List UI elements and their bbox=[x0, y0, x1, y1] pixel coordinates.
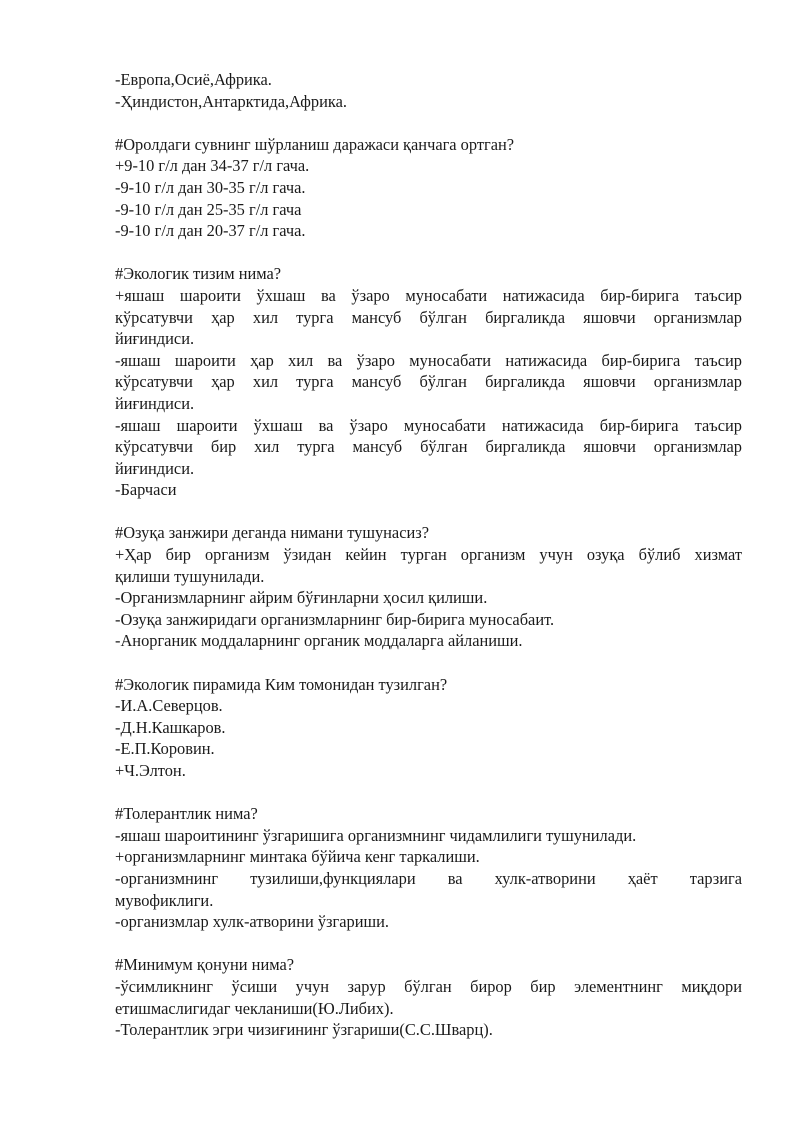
answer-line: -Европа,Осиё,Африка. bbox=[115, 70, 272, 89]
answer-line: -И.А.Северцов. bbox=[115, 696, 223, 716]
answer-option bbox=[115, 415, 742, 480]
answer-option bbox=[115, 825, 742, 847]
answer-option bbox=[115, 544, 742, 587]
question-block bbox=[115, 954, 742, 1040]
answer-line: -Д.Н.Кашкаров. bbox=[115, 717, 226, 737]
answer-line: -яшаш шароити ўхшаш ва ўзаро муносабати натижасида бир-бирига таъсир bbox=[115, 415, 742, 435]
answer-option bbox=[115, 760, 742, 782]
answer-line: -Барчаси bbox=[115, 480, 177, 500]
answer-line: -Озуқа занжиридаги организмларнинг бир-бирига муносабаит. bbox=[115, 609, 555, 629]
answer-line: кўрсатувчи ҳар хил турга мансуб бўлган биргаликда яшовчи организмлар bbox=[115, 372, 742, 392]
answer-line: кўрсатувчи ҳар хил турга мансуб бўлган биргаликда яшовчи организмлар bbox=[115, 307, 742, 327]
answer-option bbox=[115, 630, 742, 652]
answer-line: -организмлар хулк-атворини ўзгариши. bbox=[115, 912, 389, 932]
answer-line: -9-10 г/л дан 30-35 г/л гача. bbox=[115, 177, 306, 197]
question-text: #Озуқа занжири деганда нимани тушунасиз? bbox=[115, 523, 429, 543]
answer-line: +организмларнинг минтака бўйича кенг таркалиши. bbox=[115, 847, 480, 867]
question-block bbox=[115, 263, 742, 501]
answer-option bbox=[115, 199, 742, 221]
answer-option bbox=[115, 587, 742, 609]
question-block bbox=[115, 69, 742, 112]
answer-line: -яшаш шароити ҳар хил ва ўзаро муносабати натижасида бир-бирига таъсир bbox=[115, 350, 742, 370]
answer-line: -Анорганик моддаларнинг органик моддаларга айланиши. bbox=[115, 631, 523, 651]
answer-option bbox=[115, 1019, 742, 1041]
answer-line: йиғиндиси. bbox=[115, 458, 195, 478]
question-text: #Оролдаги сувнинг шўрланиш даражаси қанчага ортган? bbox=[115, 134, 515, 154]
answer-option bbox=[115, 976, 742, 1019]
answer-option bbox=[115, 220, 742, 242]
answer-line: -Толерантлик эгри чизиғининг ўзгариши(С.С.Шварц). bbox=[115, 1020, 493, 1040]
answer-option bbox=[115, 717, 742, 739]
answer-line: -Ҳиндистон,Антарктида,Африка. bbox=[115, 91, 347, 111]
answer-option bbox=[115, 868, 742, 911]
answer-line: +яшаш шароити ўхшаш ва ўзаро муносабати натижасида бир-бирига таъсир bbox=[115, 285, 742, 305]
answer-line: -организмнинг тузилиши,функциялари ва хулк-атворини ҳаёт тарзига bbox=[115, 868, 742, 888]
question-text: #Экологик пирамида Ким томонидан тузилган? bbox=[115, 674, 448, 694]
question-block bbox=[115, 134, 742, 242]
answer-option bbox=[115, 91, 742, 113]
answer-line: -яшаш шароитининг ўзгаришига организмнинг чидамлилиги тушунилади. bbox=[115, 825, 637, 845]
question-text: #Минимум қонуни нима? bbox=[115, 955, 295, 975]
answer-line: -9-10 г/л дан 20-37 г/л гача. bbox=[115, 221, 306, 241]
answer-option bbox=[115, 695, 742, 717]
answer-line: йиғиндиси. bbox=[115, 329, 195, 349]
answer-line: қилиши тушунилади. bbox=[115, 566, 265, 586]
answer-option bbox=[115, 479, 742, 501]
answer-line: кўрсатувчи бир хил турга мансуб бўлган биргаликда яшовчи организмлар bbox=[115, 437, 742, 457]
answer-option bbox=[115, 177, 742, 199]
answer-line: мувофиклиги. bbox=[115, 890, 214, 910]
answer-line: +Ҳар бир организм ўзидан кейин турган организм учун озуқа бўлиб хизмат bbox=[115, 545, 742, 565]
answer-option bbox=[115, 738, 742, 760]
question-text: #Экологик тизим нима? bbox=[115, 264, 282, 284]
answer-option bbox=[115, 609, 742, 631]
answer-line: -Организмларнинг айрим бўғинларни ҳосил қилиши. bbox=[115, 588, 488, 608]
answer-option bbox=[115, 350, 742, 415]
answer-line: -ўсимликнинг ўсиши учун зарур бўлган бирор бир элементнинг миқдори bbox=[115, 976, 742, 996]
answer-line: -Е.П.Коровин. bbox=[115, 739, 215, 759]
document-page bbox=[115, 69, 742, 1062]
answer-option bbox=[115, 155, 742, 177]
answer-line: йиғиндиси. bbox=[115, 393, 195, 413]
question-block bbox=[115, 803, 742, 933]
answer-option bbox=[115, 69, 742, 91]
question-block bbox=[115, 522, 742, 652]
answer-line: +9-10 г/л дан 34-37 г/л гача. bbox=[115, 156, 310, 176]
answer-option bbox=[115, 846, 742, 868]
answer-option bbox=[115, 285, 742, 350]
answer-option bbox=[115, 911, 742, 933]
answer-line: +Ч.Элтон. bbox=[115, 761, 186, 780]
question-text: #Толерантлик нима? bbox=[115, 804, 258, 824]
answer-line: етишмаслигидаг чекланиши(Ю.Либих). bbox=[115, 998, 394, 1018]
answer-line: -9-10 г/л дан 25-35 г/л гача bbox=[115, 199, 302, 219]
question-block bbox=[115, 674, 742, 782]
